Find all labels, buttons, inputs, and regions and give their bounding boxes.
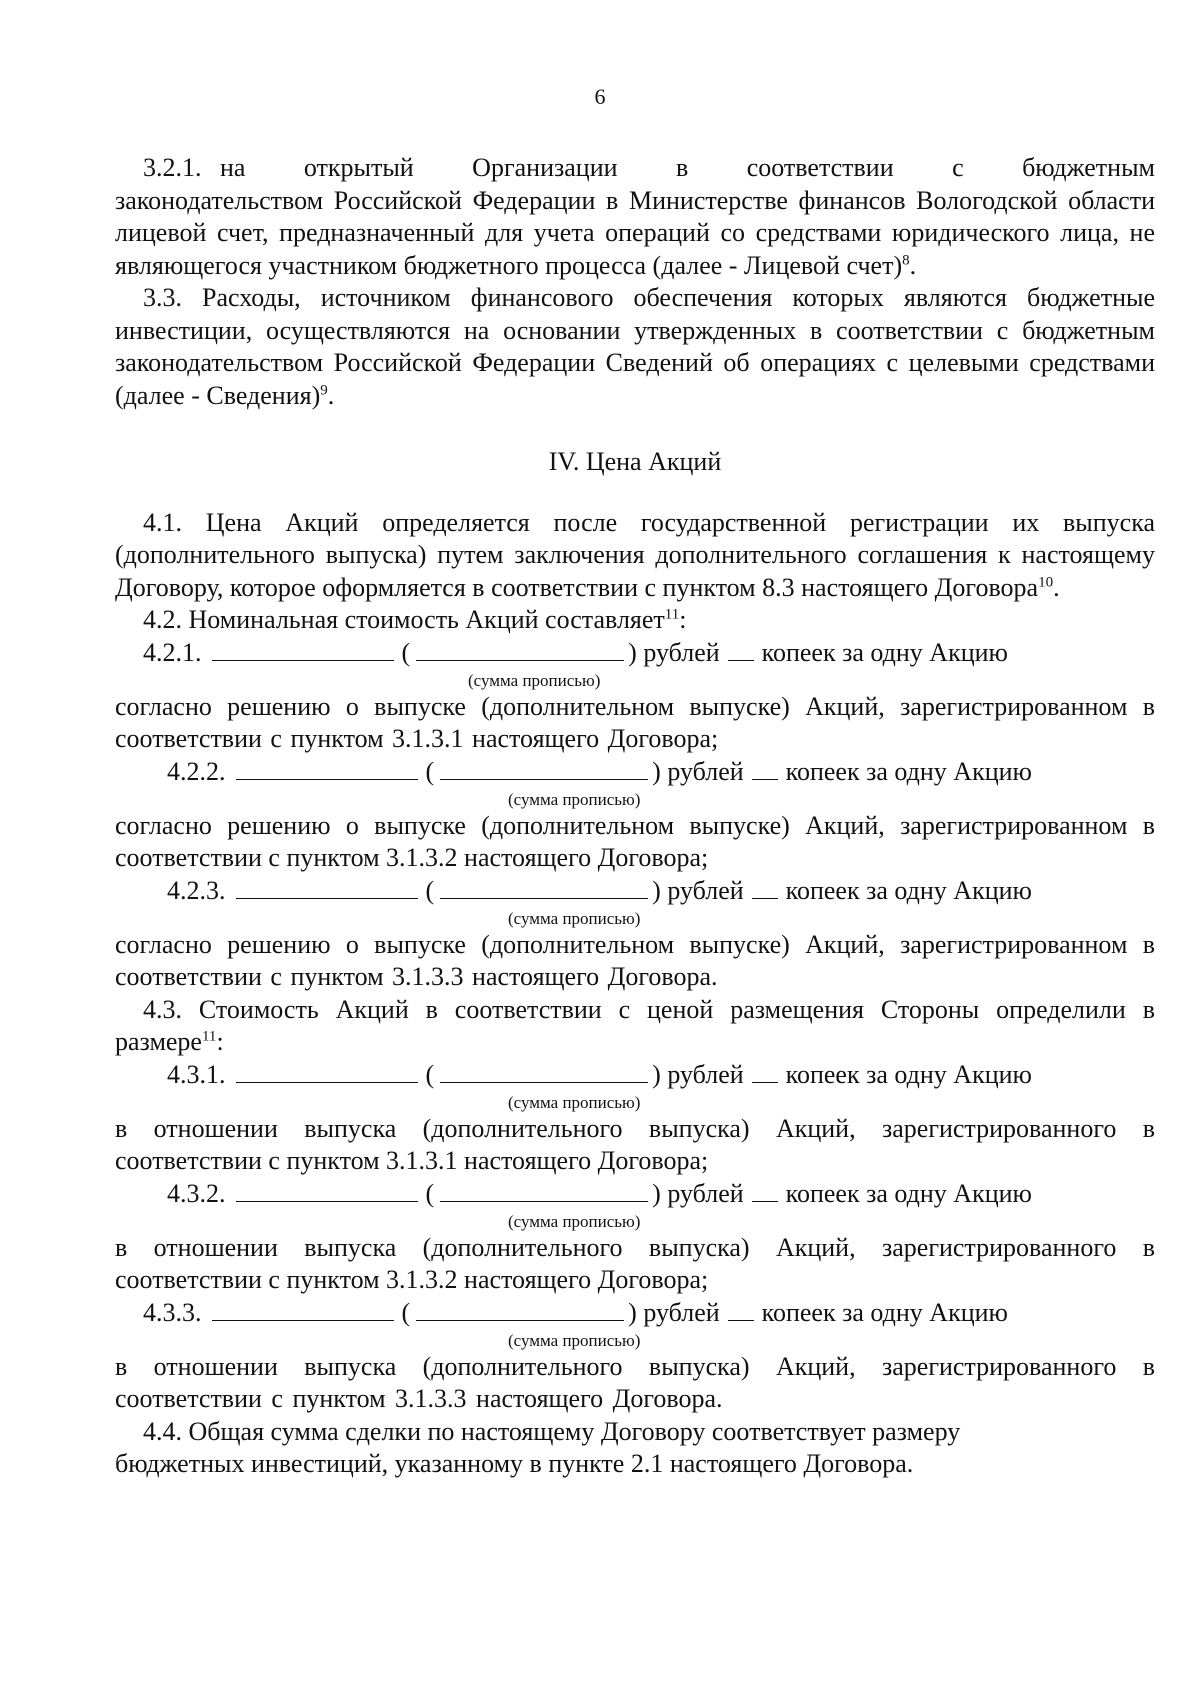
amount-words-blank — [440, 1060, 648, 1083]
kopecks-label: копеек за одну Акцию — [761, 637, 1008, 667]
page-number: 6 — [594, 84, 606, 109]
amount-caption: (сумма прописью) — [508, 908, 641, 928]
open-paren: ( — [401, 1297, 411, 1327]
item-label: 4.3.3. — [143, 1297, 202, 1327]
item-text: в отношении выпуска (дополнительного выпуска) Акций, зарегистрированного в соответствии с пунктом 3.1.3.1 настоящего Договора; — [115, 1113, 1155, 1175]
section-heading: IV. Цена Акций — [548, 447, 722, 476]
amount-caption: (сумма прописью) — [508, 1211, 641, 1231]
kopecks-blank — [752, 1179, 778, 1202]
paragraph-3-3 — [115, 282, 1155, 412]
open-paren: ( — [401, 637, 411, 667]
paragraph-4-3 — [115, 994, 1155, 1059]
item-label: 4.2.2. — [167, 756, 226, 786]
amount-blank — [236, 876, 418, 899]
amount-words-blank — [440, 876, 648, 899]
rubles-label: ) рублей — [652, 875, 744, 905]
footnote-ref: 11 — [664, 606, 680, 623]
paragraph-4-4-line-2: бюджетных инвестиций, указанному в пункте 2.1 настоящего Договора. — [115, 1449, 914, 1478]
kopecks-label: копеек за одну Акцию — [785, 756, 1032, 786]
open-paren: ( — [425, 1059, 435, 1089]
footnote-ref: 9 — [320, 381, 328, 398]
kopecks-blank — [752, 876, 778, 899]
amount-words-blank — [416, 1298, 624, 1321]
open-paren: ( — [425, 875, 435, 905]
rubles-label: ) рублей — [652, 756, 744, 786]
amount-blank — [212, 1298, 394, 1321]
rubles-label: ) рублей — [628, 1297, 720, 1327]
paragraph-4-1 — [115, 507, 1155, 605]
footnote-ref: 11 — [201, 1028, 217, 1045]
punct: . — [909, 250, 917, 280]
item-text: в отношении выпуска (дополнительного выпуска) Акций, зарегистрированного в соответствии с пунктом 3.1.3.3 настоящего Договора. — [115, 1351, 1155, 1413]
item-text: согласно решению о выпуске (дополнительном выпуске) Акций, зарегистрированном в соответствии с пунктом 3.1.3.3 настоящего Договора. — [115, 929, 1155, 991]
paragraph-label: 3.2.1. — [143, 153, 202, 182]
amount-row — [115, 637, 1155, 671]
amount-row — [115, 1059, 1155, 1093]
open-paren: ( — [425, 756, 435, 786]
item-text: согласно решению о выпуске (дополнительном выпуске) Акций, зарегистрированном в соответствии с пунктом 3.1.3.1 настоящего Договора; — [115, 691, 1155, 753]
amount-blank — [212, 638, 394, 661]
amount-caption: (сумма прописью) — [508, 789, 641, 809]
item-label: 4.2.1. — [143, 637, 202, 667]
rubles-label: ) рублей — [652, 1059, 744, 1089]
amount-row — [115, 875, 1155, 909]
kopecks-label: копеек за одну Акцию — [785, 1178, 1032, 1208]
kopecks-blank — [752, 757, 778, 780]
kopecks-label: копеек за одну Акцию — [785, 875, 1032, 905]
punct: : — [216, 1027, 224, 1056]
paragraph-text: законодательством Российской Федерации в Министерстве финансов Вологодской области лицевой счет, предназначенный для учета операций со средствами юридического лица, не являющегося участником бюджетного процесса (далее - Лицевой счет) — [115, 185, 1155, 280]
footnote-ref: 10 — [1038, 573, 1054, 590]
amount-row — [115, 756, 1155, 790]
kopecks-label: копеек за одну Акцию — [785, 1059, 1032, 1089]
paragraph-3-2-1 — [115, 152, 1155, 185]
paragraph-text: 4.2. Номинальная стоимость Акций составляет — [143, 605, 665, 634]
amount-words-blank — [440, 757, 648, 780]
open-paren: ( — [425, 1178, 435, 1208]
paragraph-4-4-line-1: 4.4. Общая сумма сделки по настоящему Договору соответствует размеру — [143, 1416, 961, 1446]
document-body — [115, 152, 1155, 1481]
kopecks-blank — [728, 638, 754, 661]
paragraph-4-2 — [115, 604, 1155, 637]
paragraph-text: 4.3. Стоимость Акций в соответствии с ценой размещения Стороны определили в размере — [115, 994, 1155, 1056]
amount-caption: (сумма прописью) — [508, 1092, 641, 1112]
paragraph-text: 3.3. Расходы, источником финансового обеспечения которых являются бюджетные инвестиции, осуществляются на основании утвержденных в соответствии с бюджетным законодательством Российской Федерации Сведений об операциях с целевыми средствами (далее - Сведения) — [115, 283, 1155, 410]
amount-row — [115, 1297, 1155, 1331]
amount-words-blank — [440, 1179, 648, 1202]
rubles-label: ) рублей — [628, 637, 720, 667]
amount-blank — [236, 1060, 418, 1083]
footnote-ref: 8 — [902, 251, 910, 268]
kopecks-blank — [728, 1298, 754, 1321]
amount-caption: (сумма прописью) — [468, 670, 601, 690]
item-label: 4.3.2. — [167, 1178, 226, 1208]
item-text: в отношении выпуска (дополнительного выпуска) Акций, зарегистрированного в соответствии с пунктом 3.1.3.2 настоящего Договора; — [115, 1232, 1155, 1294]
kopecks-label: копеек за одну Акцию — [761, 1297, 1008, 1327]
item-label: 4.2.3. — [167, 875, 226, 905]
amount-blank — [236, 757, 418, 780]
rubles-label: ) рублей — [652, 1178, 744, 1208]
paragraph-first-line: на открытый Организации в соответствии с бюджетным — [219, 153, 1155, 182]
item-label: 4.3.1. — [167, 1059, 226, 1089]
punct: . — [327, 380, 335, 410]
punct: : — [679, 605, 687, 634]
amount-blank — [236, 1179, 418, 1202]
paragraph-3-2-1-cont — [115, 185, 1155, 283]
item-text: согласно решению о выпуске (дополнительном выпуске) Акций, зарегистрированном в соответствии с пунктом 3.1.3.2 настоящего Договора; — [115, 810, 1155, 872]
amount-caption: (сумма прописью) — [508, 1330, 641, 1350]
paragraph-text: 4.1. Цена Акций определяется после государственной регистрации их выпуска (дополнительного выпуска) путем заключения дополнительного соглашения к настоящему Договору, которое оформляется в соответствии с пунктом 8.3 настоящего Договора — [115, 507, 1155, 602]
amount-words-blank — [416, 638, 624, 661]
kopecks-blank — [752, 1060, 778, 1083]
amount-row — [115, 1178, 1155, 1212]
punct: . — [1053, 572, 1060, 602]
